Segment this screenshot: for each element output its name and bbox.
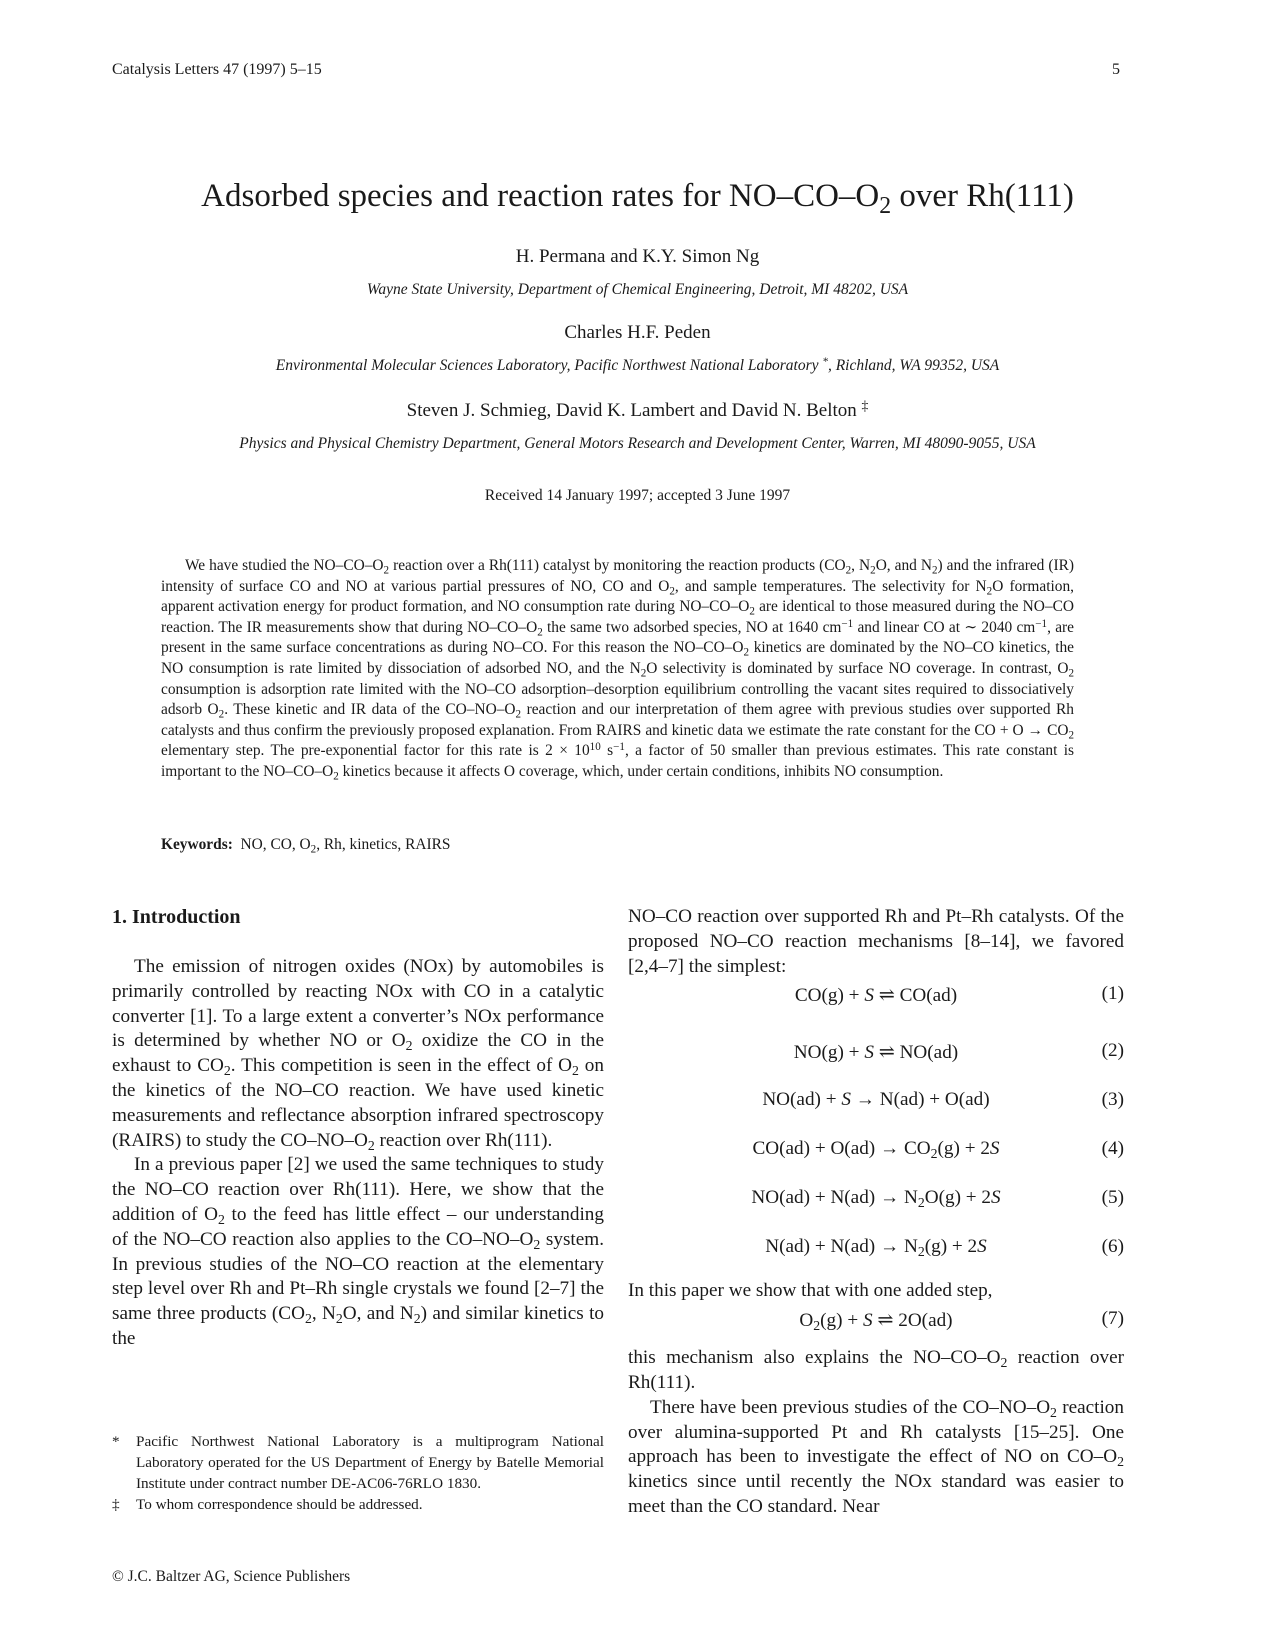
journal-citation: Catalysis Letters 47 (1997) 5–15 bbox=[112, 61, 322, 78]
paragraph: this mechanism also explains the $NO-CO-O_2$ reaction over Rh(111). bbox=[628, 1347, 1125, 1393]
copyright: © J.C. Baltzer AG, Science Publishers bbox=[112, 1568, 351, 1585]
equation-7 bbox=[628, 1304, 1124, 1346]
equation-expression: $CO(ad) + O(ad) \to CO_2(g) + 2S$ bbox=[752, 1138, 1000, 1162]
equation-1 bbox=[628, 979, 1124, 1028]
equation-3 bbox=[628, 1077, 1124, 1126]
equation-6 bbox=[628, 1224, 1124, 1273]
footnote-text: To whom correspondence should be addressed. bbox=[136, 1496, 423, 1513]
author-group-1: H. Permana and K.Y. Simon Ng bbox=[515, 246, 760, 267]
abstract bbox=[161, 556, 1074, 783]
equation-2 bbox=[628, 1028, 1124, 1077]
equation-number: (5) bbox=[1101, 1187, 1124, 1209]
section-heading: 1. Introduction bbox=[112, 906, 241, 928]
abstract-text: We have studied the $NO-CO-O_2$ reaction over a Rh(111) catalyst by monitoring the reaction products ($CO_2$, $N_2O$, and $N_2$) and the infrared (IR) intensity of surface CO and NO at various partial pressures of NO, CO and $O_2$, and sample temperatures. The selectivity for $N_2O$ formation, apparent activation energy for product formation, and NO consumption rate during $NO-CO-O_2$ are identical to those measured during the NO–CO reaction. The IR measurements show that during $NO-CO-O_2$ the same two adsorbed species, NO at 1640 $cm^{-1}$ and linear CO at ∼ 2040 $cm^{-1}$, are present in the same surface concentrations as during NO–CO. For this reason the $NO-CO-O_2$ kinetics are dominated by the NO–CO kinetics, the NO consumption is rate limited by dissociation of adsorbed NO, and the $N_2O$ selectivity is dominated by surface NO coverage. In contrast, $O_2$ consumption is adsorption rate limited with the NO–CO adsorption–desorption equilibrium controlling the vacant sites required to dissociatively adsorb $O_2$. These kinetic and IR data of the $CO-NO-O_2$ reaction and our interpretation of them agree with previous studies over supported Rh catalysts and thus confirm the previously proposed explanation. From RAIRS and kinetic data we estimate the rate constant for the CO + $O \to CO_2$ elementary step. The pre-exponential factor for this rate is $2 \times 10^{10}$ $s^{-1}$, a factor of 50 smaller than previous estimates. This rate constant is important to the $NO-CO-O_2$ kinetics because it affects O coverage, which, under certain conditions, inhibits NO consumption. bbox=[161, 557, 1075, 783]
affiliation-1: Wayne State University, Department of Chemical Engineering, Detroit, MI 48202, USA bbox=[366, 281, 909, 298]
equation-expression: CO(g) + S ⇌ CO(ad) bbox=[794, 985, 958, 1007]
footnotes bbox=[112, 1431, 604, 1515]
footnote-text: Pacific Northwest National Laboratory is a multiprogram National Laboratory operated for the US Department of Energy by Batelle Memorial Institute under contract number DE-AC06-76RLO 1830. bbox=[136, 1433, 604, 1492]
paragraph: There have been previous studies of the $CO-NO-O_2$ reaction over alumina-supported Pt and Rh catalysts [15–25]. One approach has been to investigate the effect of NO on $CO-O_2$ kinetics since until recently the NOx standard was easier to meet than the CO standard. Near bbox=[628, 1396, 1124, 1517]
equation-number: (4) bbox=[1101, 1138, 1124, 1160]
keywords-label: Keywords: bbox=[161, 836, 233, 853]
equation-number: (3) bbox=[1101, 1089, 1124, 1111]
paragraph: The emission of nitrogen oxides (NOx) by automobiles is primarily controlled by reacting NOx with CO in a catalytic converter [1]. To a large extent a converter’s NOx performance is determined by whether NO or $O_2$ oxidize the CO in the exhaust to $CO_2$. This competition is seen in the effect of $O_2$ on the kinetics of the NO–CO reaction. We have used kinetic measurements and reflectance absorption infrared spectroscopy (RAIRS) to study the $CO-NO-O_2$ reaction over Rh(111). bbox=[112, 956, 604, 1153]
equation-expression: $O_2(g) + S$ ⇌ 2O(ad) bbox=[799, 1310, 953, 1334]
equation-number: (2) bbox=[1101, 1040, 1124, 1062]
paragraph: In this paper we show that with one added step, bbox=[628, 1280, 993, 1302]
equation-expression: NO(g) + S ⇌ NO(ad) bbox=[793, 1042, 959, 1064]
equation-number: (7) bbox=[1101, 1308, 1124, 1330]
equation-expression: $N(ad) + N(ad) \to N_2(g) + 2S$ bbox=[765, 1236, 987, 1260]
keywords bbox=[161, 836, 450, 854]
right-column bbox=[628, 905, 1124, 1520]
footnote-mark: ‡ bbox=[112, 1496, 120, 1513]
affiliation-2: Environmental Molecular Sciences Laboratory, Pacific Northwest National Laboratory *, Richland, WA 99352, USA bbox=[275, 355, 1000, 374]
equation-expression: NO(ad) + S → N(ad) + O(ad) bbox=[762, 1089, 990, 1111]
paper-title: Adsorbed species and reaction rates for $NO-CO-O_2$ over Rh(111) bbox=[201, 178, 1074, 220]
footnote-mark: * bbox=[112, 1433, 120, 1450]
page-number: 5 bbox=[1112, 61, 1120, 78]
keywords-list: NO, CO, $O_2$, Rh, kinetics, RAIRS bbox=[240, 836, 451, 856]
equation-5 bbox=[628, 1175, 1124, 1224]
footnote bbox=[112, 1431, 604, 1494]
equation-number: (6) bbox=[1101, 1236, 1124, 1258]
equation-expression: $NO(ad) + N(ad) \to N_2O(g) + 2S$ bbox=[751, 1187, 1001, 1211]
paragraph: NO–CO reaction over supported Rh and Pt–Rh catalysts. Of the proposed NO–CO reaction mechanisms [8–14], we favored [2,4–7] the simplest: bbox=[628, 906, 1124, 977]
paragraph: In a previous paper [2] we used the same techniques to study the NO–CO reaction over Rh(111). Here, we show that the addition of $O_2$ to the feed has little effect – our understanding of the NO–CO reaction also applies to the $CO-NO-O_2$ system. In previous studies of the NO–CO reaction at the elementary step level over Rh and Pt–Rh single crystals we found [2–7] the same three products ($CO_2$, $N_2O$, and $N_2$) and similar kinetics to the bbox=[112, 1154, 604, 1349]
received-dates: Received 14 January 1997; accepted 3 June 1997 bbox=[484, 487, 791, 504]
left-column bbox=[112, 905, 604, 1352]
affiliation-3: Physics and Physical Chemistry Department, General Motors Research and Development Center, Warren, MI 48090-9055, USA bbox=[239, 435, 1036, 452]
equation-4 bbox=[628, 1126, 1124, 1175]
author-group-2: Charles H.F. Peden bbox=[564, 322, 711, 343]
author-group-3: Steven J. Schmieg, David K. Lambert and David N. Belton ‡ bbox=[406, 397, 869, 421]
equation-number: (1) bbox=[1101, 983, 1124, 1005]
footnote bbox=[112, 1494, 604, 1515]
